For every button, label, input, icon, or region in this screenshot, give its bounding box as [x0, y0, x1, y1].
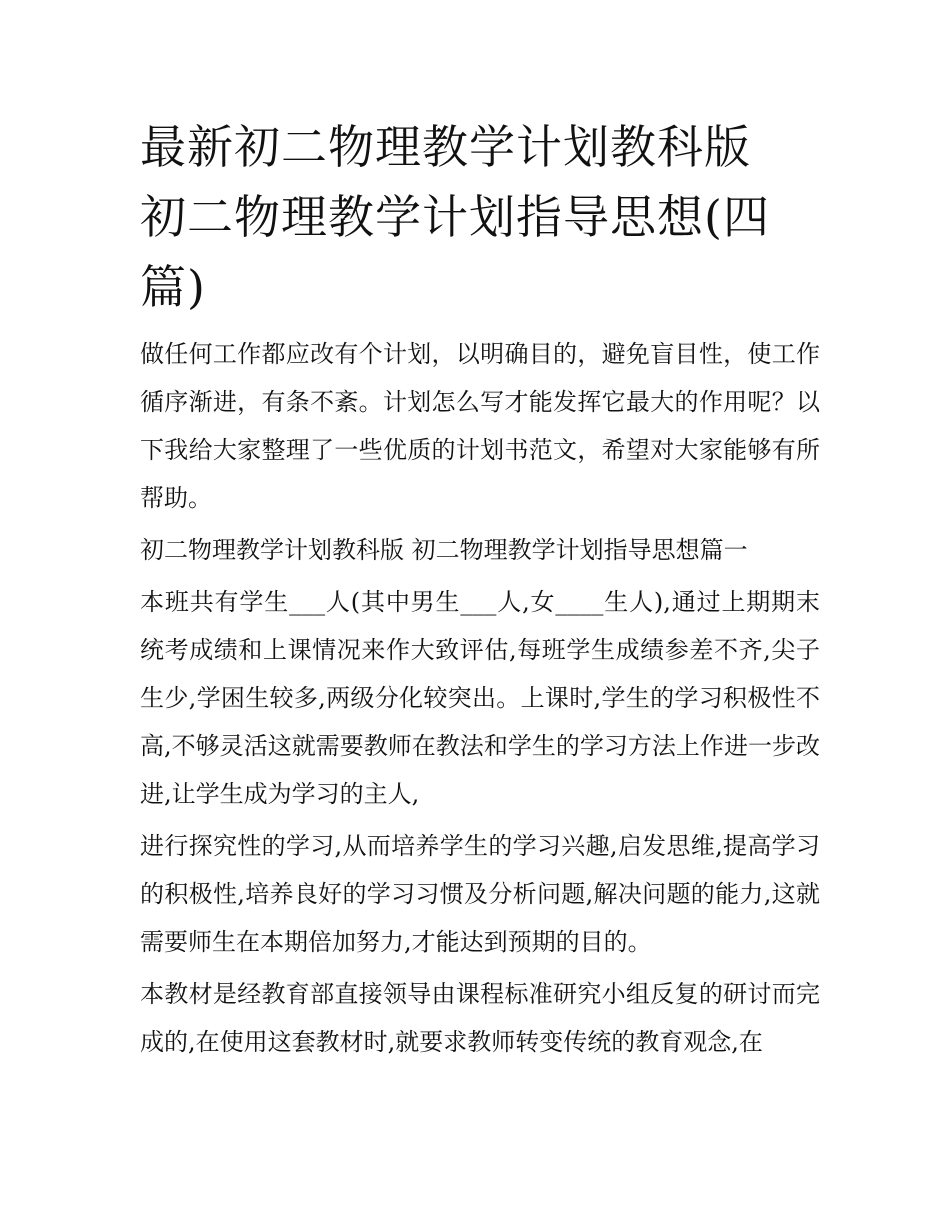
- intro-paragraph: 做任何工作都应改有个计划，以明确目的，避免盲目性，使工作循序渐进，有条不紊。计划怎么写才能发挥它最大的作用呢？以下我给大家整理了一些优质的计划书范文，希望对大家能够有所帮助。: [140, 340, 820, 512]
- title-line-2: 初二物理教学计划指导思想(四: [140, 190, 770, 244]
- title-line-1: 最新初二物理教学计划教科版: [140, 120, 751, 174]
- document-content: [140, 112, 820, 1070]
- body-paragraph-2: 进行探究性的学习,从而培养学生的学习兴趣,启发思维,提高学习的积极性,培养良好的学习习惯及分析问题,解决问题的能力,这就需要师生在本期倍加努力,才能达到预期的目的。: [140, 832, 820, 956]
- body-paragraph-1: 本班共有学生___人(其中男生___人,女____生人),通过上期期末统考成绩和上课情况来作大致评估,每班学生成绩参差不齐,尖子生少,学困生较多,两级分化较突出。上课时,学生的学习积极性不高,不够灵活这就需要教师在教法和学生的学习方法上作进一步改进,让学生成为学习的主人,: [140, 588, 820, 808]
- document-title: [140, 112, 820, 322]
- section-heading: 初二物理教学计划教科版 初二物理教学计划指导思想篇一: [140, 536, 748, 564]
- body-paragraph-3: 本教材是经教育部直接领导由课程标准研究小组反复的研讨而完成的,在使用这套教材时,就要求教师转变传统的教育观念,在: [140, 980, 820, 1056]
- title-line-3: 篇): [140, 260, 206, 314]
